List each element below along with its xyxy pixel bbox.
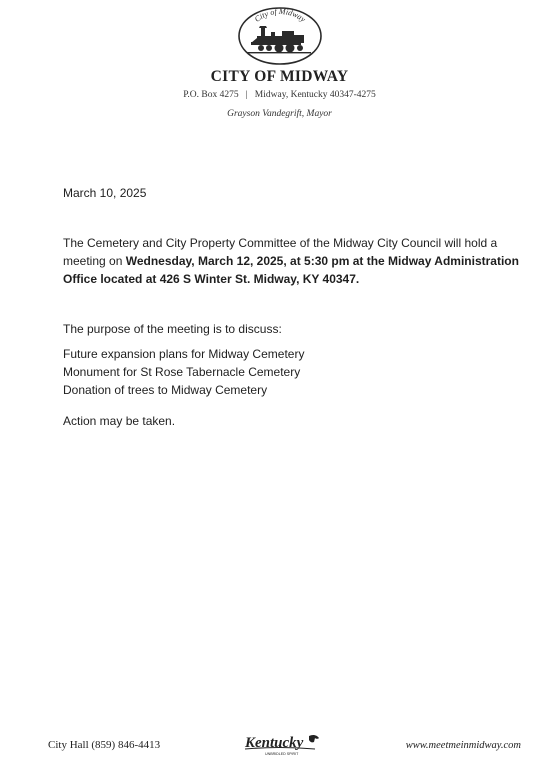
notice-bold-text: Wednesday, March 12, 2025, at 5:30 pm at the Midway Administration Office located at 426 S Winter St. Midway, KY 40347. <box>63 254 519 286</box>
website-link[interactable]: www.meetmeinmidway.com <box>405 740 521 751</box>
purpose-statement: The purpose of the meeting is to discuss: <box>63 322 282 336</box>
meeting-notice-paragraph <box>63 234 543 288</box>
mailing-address <box>0 90 559 100</box>
kentucky-logo <box>243 730 323 758</box>
horse-icon <box>309 735 319 742</box>
org-name: CITY OF MIDWAY <box>210 68 349 85</box>
notice-plain-text: The Cemetery and City Property Committee of the Midway City Council will hold a meeting on <box>63 236 498 268</box>
city-hall-phone: City Hall (859) 846-4413 <box>48 739 161 751</box>
kentucky-wordmark: Kentucky <box>245 735 304 751</box>
svg-text:City of Midway <box>253 7 308 24</box>
agenda-list <box>63 345 304 399</box>
city-state-zip: Midway, Kentucky 40347-4275 <box>254 90 376 100</box>
po-box: P.O. Box 4275 <box>183 90 239 100</box>
mayor-name: Grayson Vandegrift, Mayor <box>227 109 332 119</box>
agenda-item: Future expansion plans for Midway Cemetery <box>63 347 305 361</box>
action-note: Action may be taken. <box>63 414 176 428</box>
agenda-item: Donation of trees to Midway Cemetery <box>63 383 268 397</box>
address-separator: | <box>245 90 248 100</box>
agenda-item: Monument for St Rose Tabernacle Cemetery <box>63 365 301 379</box>
kentucky-tagline: UNBRIDLED SPIRIT <box>265 752 299 756</box>
locomotive-icon <box>247 26 311 53</box>
city-seal-logo <box>237 6 323 66</box>
letter-date: March 10, 2025 <box>63 186 147 200</box>
seal-arc-text: City of Midway <box>252 6 308 24</box>
